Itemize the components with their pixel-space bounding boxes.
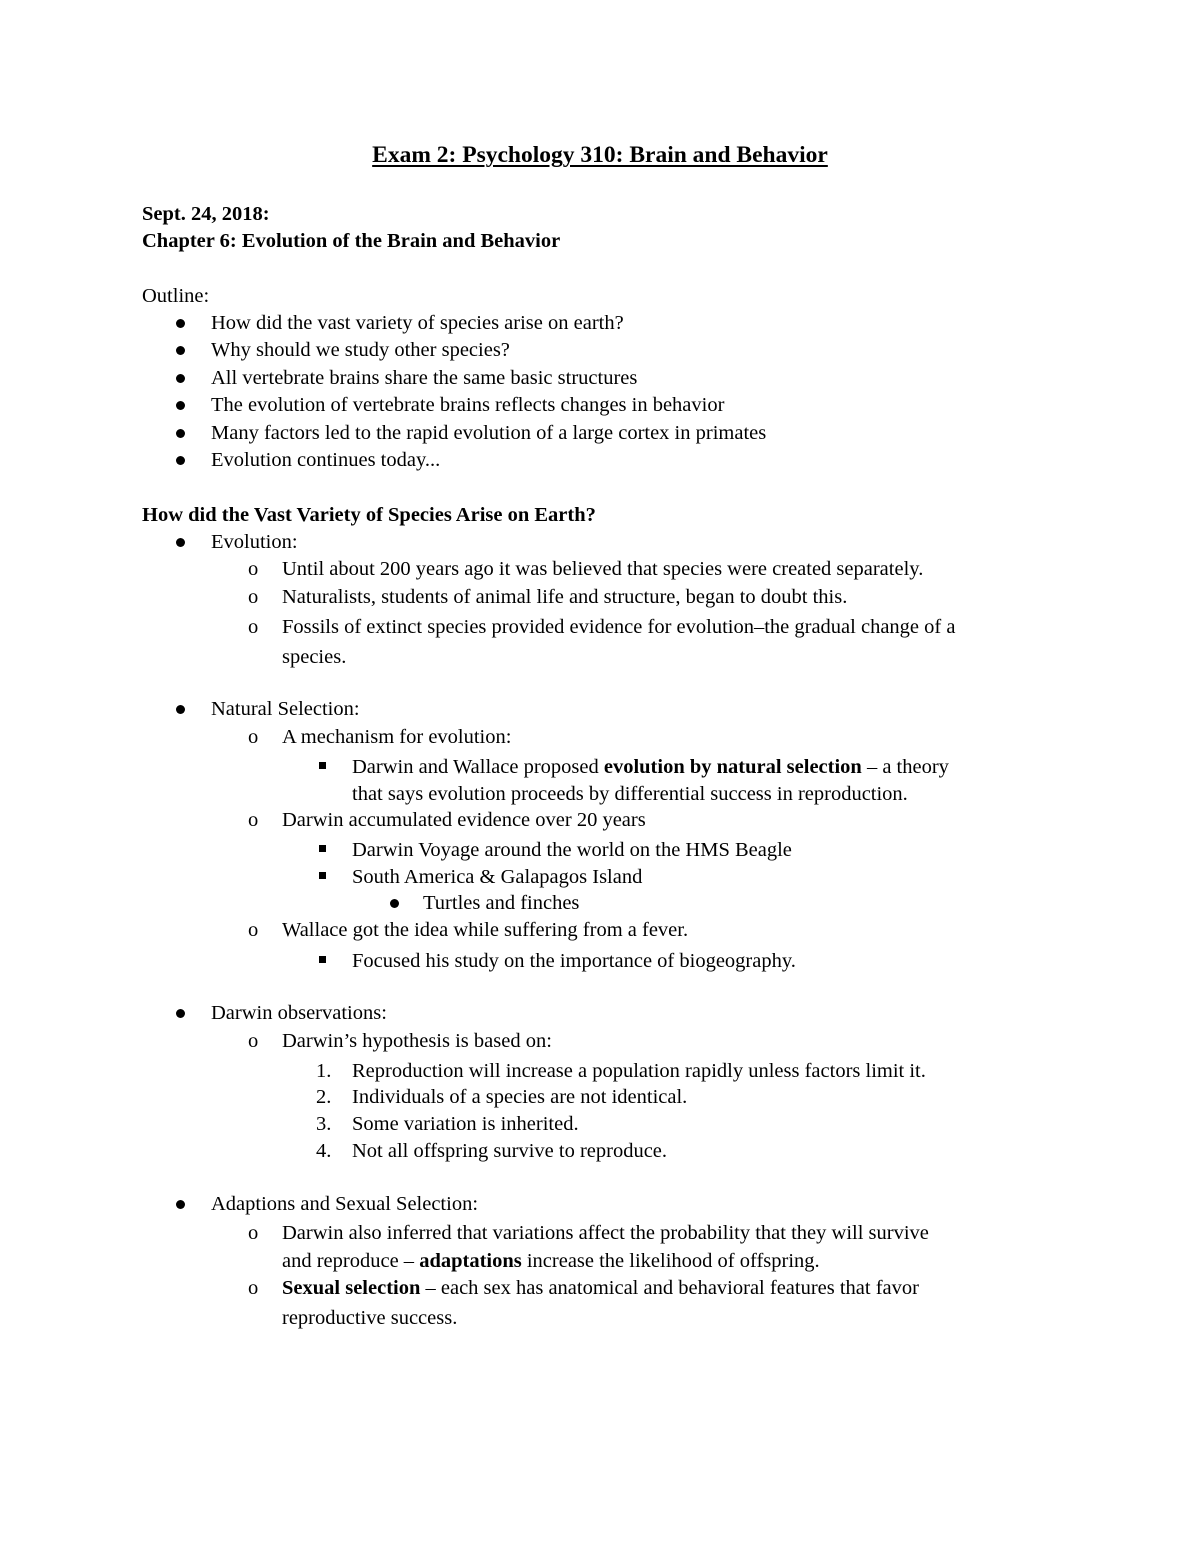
wallace-item: Wallace got the idea while suffering from a fever. — [282, 919, 689, 941]
outline-item: Many factors led to the rapid evolution of a large cortex in primates — [211, 422, 767, 444]
circle-bullet-icon: o — [248, 726, 259, 748]
sexual-selection-item: Sexual selection – each sex has anatomical and behavioral features that favor — [282, 1277, 919, 1299]
accumulated-item: Darwin accumulated evidence over 20 years — [282, 809, 646, 831]
evolution-label: Evolution: — [211, 531, 298, 553]
darwin-wallace-continuation: that says evolution proceeds by differential success in reproduction. — [352, 783, 908, 805]
square-bullet-icon — [319, 872, 326, 879]
hypothesis-point: Reproduction will increase a population rapidly unless factors limit it. — [352, 1060, 926, 1082]
observations-label: Darwin observations: — [211, 1002, 387, 1024]
circle-bullet-icon: o — [248, 919, 259, 941]
circle-bullet-icon: o — [248, 616, 259, 638]
mechanism-item: A mechanism for evolution: — [282, 726, 512, 748]
circle-bullet-icon: o — [248, 586, 259, 608]
hypothesis-item: Darwin’s hypothesis is based on: — [282, 1030, 552, 1052]
adaptions-label: Adaptions and Sexual Selection: — [211, 1193, 479, 1215]
square-bullet-icon — [319, 762, 326, 769]
chapter-heading: Chapter 6: Evolution of the Brain and Behavior — [142, 230, 561, 252]
outline-item: All vertebrate brains share the same basic structures — [211, 367, 638, 389]
natural-selection-label: Natural Selection: — [211, 698, 360, 720]
circle-bullet-icon: o — [248, 1030, 259, 1052]
hypothesis-point: Some variation is inherited. — [352, 1113, 579, 1135]
inferred-continuation: and reproduce – adaptations increase the likelihood of offspring. — [282, 1250, 820, 1272]
section-heading: How did the Vast Variety of Species Arise on Earth? — [142, 504, 596, 526]
list-number: 2. — [316, 1086, 332, 1108]
bullet-icon — [390, 899, 399, 908]
bullet-icon — [176, 374, 185, 383]
inferred-item: Darwin also inferred that variations affect the probability that they will survive — [282, 1222, 929, 1244]
square-bullet-icon — [319, 956, 326, 963]
bullet-icon — [176, 429, 185, 438]
bullet-icon — [176, 401, 185, 410]
evolution-sub-item: Fossils of extinct species provided evidence for evolution–the gradual change of a — [282, 616, 956, 638]
bullet-icon — [176, 538, 185, 547]
bullet-icon — [176, 319, 185, 328]
sexual-selection-continuation: reproductive success. — [282, 1307, 458, 1329]
outline-item: Why should we study other species? — [211, 339, 510, 361]
bullet-icon — [176, 346, 185, 355]
bullet-icon — [176, 705, 185, 714]
outline-item: How did the vast variety of species arise on earth? — [211, 312, 624, 334]
hypothesis-point: Individuals of a species are not identical. — [352, 1086, 688, 1108]
circle-bullet-icon: o — [248, 809, 259, 831]
darwin-wallace-item: Darwin and Wallace proposed evolution by natural selection – a theory — [352, 756, 949, 778]
south-america-item: South America & Galapagos Island — [352, 866, 643, 888]
turtles-item: Turtles and finches — [423, 892, 580, 914]
list-number: 1. — [316, 1060, 332, 1082]
evolution-sub-item-continuation: species. — [282, 646, 347, 668]
bullet-icon — [176, 456, 185, 465]
circle-bullet-icon: o — [248, 1277, 259, 1299]
bullet-icon — [176, 1200, 185, 1209]
list-number: 4. — [316, 1140, 332, 1162]
outline-item: The evolution of vertebrate brains reflects changes in behavior — [211, 394, 725, 416]
evolution-sub-item: Naturalists, students of animal life and structure, began to doubt this. — [282, 586, 848, 608]
outline-label: Outline: — [142, 285, 210, 307]
date-heading: Sept. 24, 2018: — [142, 203, 270, 225]
voyage-item: Darwin Voyage around the world on the HMS Beagle — [352, 839, 792, 861]
focused-item: Focused his study on the importance of biogeography. — [352, 950, 796, 972]
list-number: 3. — [316, 1113, 332, 1135]
circle-bullet-icon: o — [248, 558, 259, 580]
square-bullet-icon — [319, 845, 326, 852]
circle-bullet-icon: o — [248, 1222, 259, 1244]
page-title: Exam 2: Psychology 310: Brain and Behavior — [372, 142, 828, 168]
evolution-sub-item: Until about 200 years ago it was believed that species were created separately. — [282, 558, 924, 580]
hypothesis-point: Not all offspring survive to reproduce. — [352, 1140, 668, 1162]
outline-item: Evolution continues today... — [211, 449, 441, 471]
bullet-icon — [176, 1009, 185, 1018]
